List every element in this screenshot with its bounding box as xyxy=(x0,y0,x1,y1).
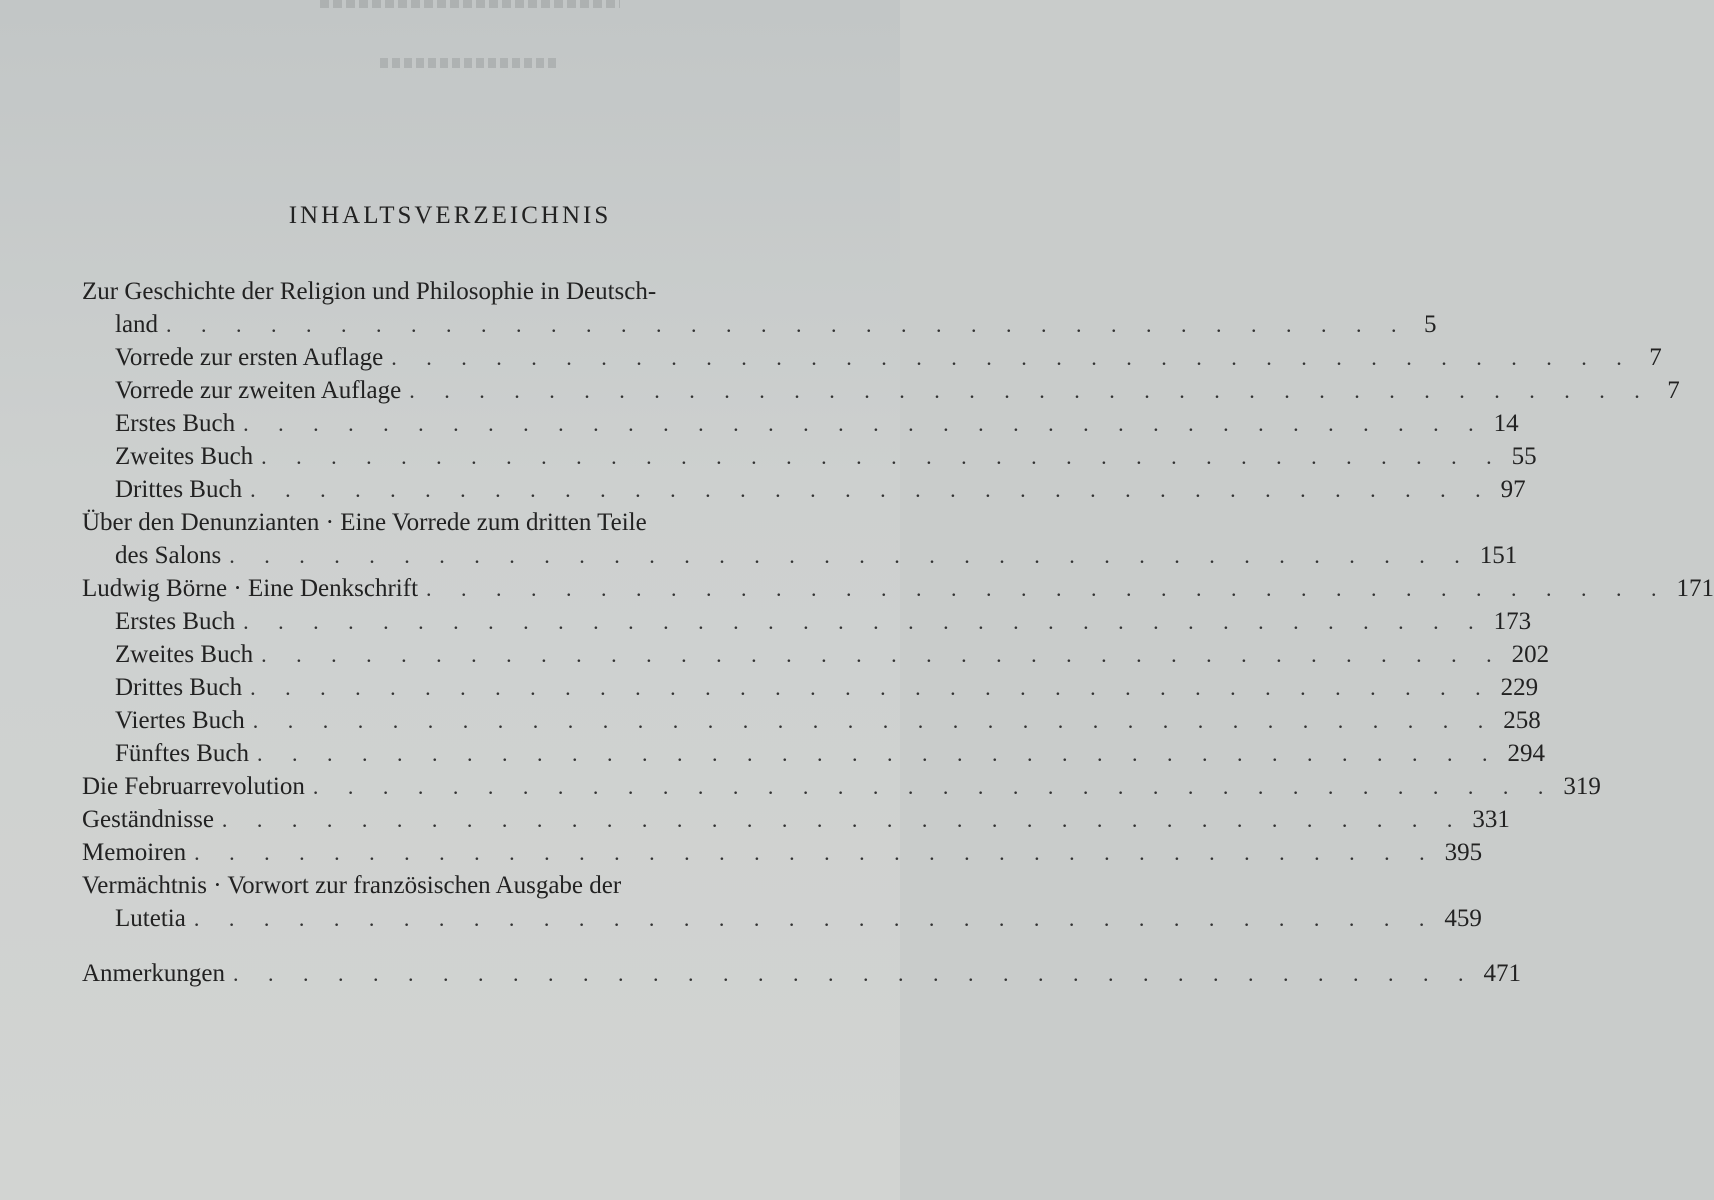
page-number: 395 xyxy=(1444,839,1483,866)
page-number: 5 xyxy=(1424,311,1437,338)
page-number: 294 xyxy=(1507,740,1546,767)
page-number: 258 xyxy=(1503,707,1541,734)
toc-title: INHALTSVERZEICHNIS xyxy=(288,202,612,229)
show-through-text xyxy=(0,0,900,60)
toc-entry-vermaechtnis: Lutetia . . . . . . . . . . . . . . . . . . . . . . . . . . . . . . . . . . . . 459 xyxy=(115,905,1482,932)
toc-entry-drittes-buch: Drittes Buch . . . . . . . . . . . . . . . . . . . . . . . . . . . . . . . . . . . . 97 xyxy=(115,476,1526,503)
page-number: 471 xyxy=(1483,960,1522,987)
toc-entry-boerne-erstes: Erstes Buch . . . . . . . . . . . . . . . . . . . . . . . . . . . . . . . . . . . . 173 xyxy=(115,608,1532,635)
toc-entry-denunzianten: des Salons . . . . . . . . . . . . . . . . . . . . . . . . . . . . . . . . . . . . 151 xyxy=(115,542,1518,569)
page-number: 7 xyxy=(1649,344,1662,371)
page-number: 97 xyxy=(1500,476,1526,503)
page-number: 331 xyxy=(1472,806,1510,833)
toc-entry-vorrede-1: Vorrede zur ersten Auflage . . . . . . . . . . . . . . . . . . . . . . . . . . . . . . . . . . . . 7 xyxy=(115,344,1662,371)
toc-entry-religion: land . . . . . . . . . . . . . . . . . . . . . . . . . . . . . . . . . . . . 5 xyxy=(115,311,1437,338)
toc-entry-gestaendnisse: Geständnisse . . . . . . . . . . . . . . . . . . . . . . . . . . . . . . . . . . . . 331 xyxy=(82,806,1510,833)
page-number: 173 xyxy=(1493,608,1532,635)
page-number: 319 xyxy=(1563,773,1601,800)
page-number: 171 xyxy=(1676,575,1714,602)
page-number: 55 xyxy=(1511,443,1537,470)
page-number: 14 xyxy=(1493,410,1519,437)
toc-entry-denunzianten-heading: Über den Denunzianten · Eine Vorrede zum dritten Teile xyxy=(82,509,647,536)
toc-entry-februarrevolution: Die Februarrevolution . . . . . . . . . . . . . . . . . . . . . . . . . . . . . . . . . . . . 319 xyxy=(82,773,1601,800)
page-number: 459 xyxy=(1444,905,1482,932)
bleed-line-second xyxy=(380,58,560,68)
page-number: 202 xyxy=(1511,641,1550,668)
toc-entry-boerne: Ludwig Börne · Eine Denkschrift . . . . . . . . . . . . . . . . . . . . . . . . . . . . . . . . . . . . 171 xyxy=(82,575,1714,602)
page-number: 151 xyxy=(1479,542,1518,569)
toc-entry-boerne-viertes: Viertes Buch . . . . . . . . . . . . . . . . . . . . . . . . . . . . . . . . . . . . 258 xyxy=(115,707,1541,734)
toc-entry-boerne-fuenftes: Fünftes Buch . . . . . . . . . . . . . . . . . . . . . . . . . . . . . . . . . . . . 294 xyxy=(115,740,1546,767)
page-number: 7 xyxy=(1667,377,1680,404)
toc-entry-religion-heading: Zur Geschichte der Religion und Philosophie in Deutsch- xyxy=(82,278,657,305)
page-number: 229 xyxy=(1500,674,1539,701)
toc-entry-zweites-buch: Zweites Buch . . . . . . . . . . . . . . . . . . . . . . . . . . . . . . . . . . . . 55 xyxy=(115,443,1537,470)
toc-entry-erstes-buch: Erstes Buch . . . . . . . . . . . . . . . . . . . . . . . . . . . . . . . . . . . . 14 xyxy=(115,410,1519,437)
bleed-line-top xyxy=(320,0,620,8)
toc-entry-memoiren: Memoiren . . . . . . . . . . . . . . . . . . . . . . . . . . . . . . . . . . . . 395 xyxy=(82,839,1483,866)
toc-entry-boerne-drittes: Drittes Buch . . . . . . . . . . . . . . . . . . . . . . . . . . . . . . . . . . . . 229 xyxy=(115,674,1539,701)
toc-entry-vorrede-2: Vorrede zur zweiten Auflage . . . . . . . . . . . . . . . . . . . . . . . . . . . . . . . . . . . . 7 xyxy=(115,377,1680,404)
toc-entry-boerne-zweites: Zweites Buch . . . . . . . . . . . . . . . . . . . . . . . . . . . . . . . . . . . . 202 xyxy=(115,641,1550,668)
toc-entry-vermaechtnis-heading: Vermächtnis · Vorwort zur französischen Ausgabe der xyxy=(82,872,622,899)
toc-entry-anmerkungen: Anmerkungen . . . . . . . . . . . . . . . . . . . . . . . . . . . . . . . . . . . . 471 xyxy=(82,960,1522,987)
